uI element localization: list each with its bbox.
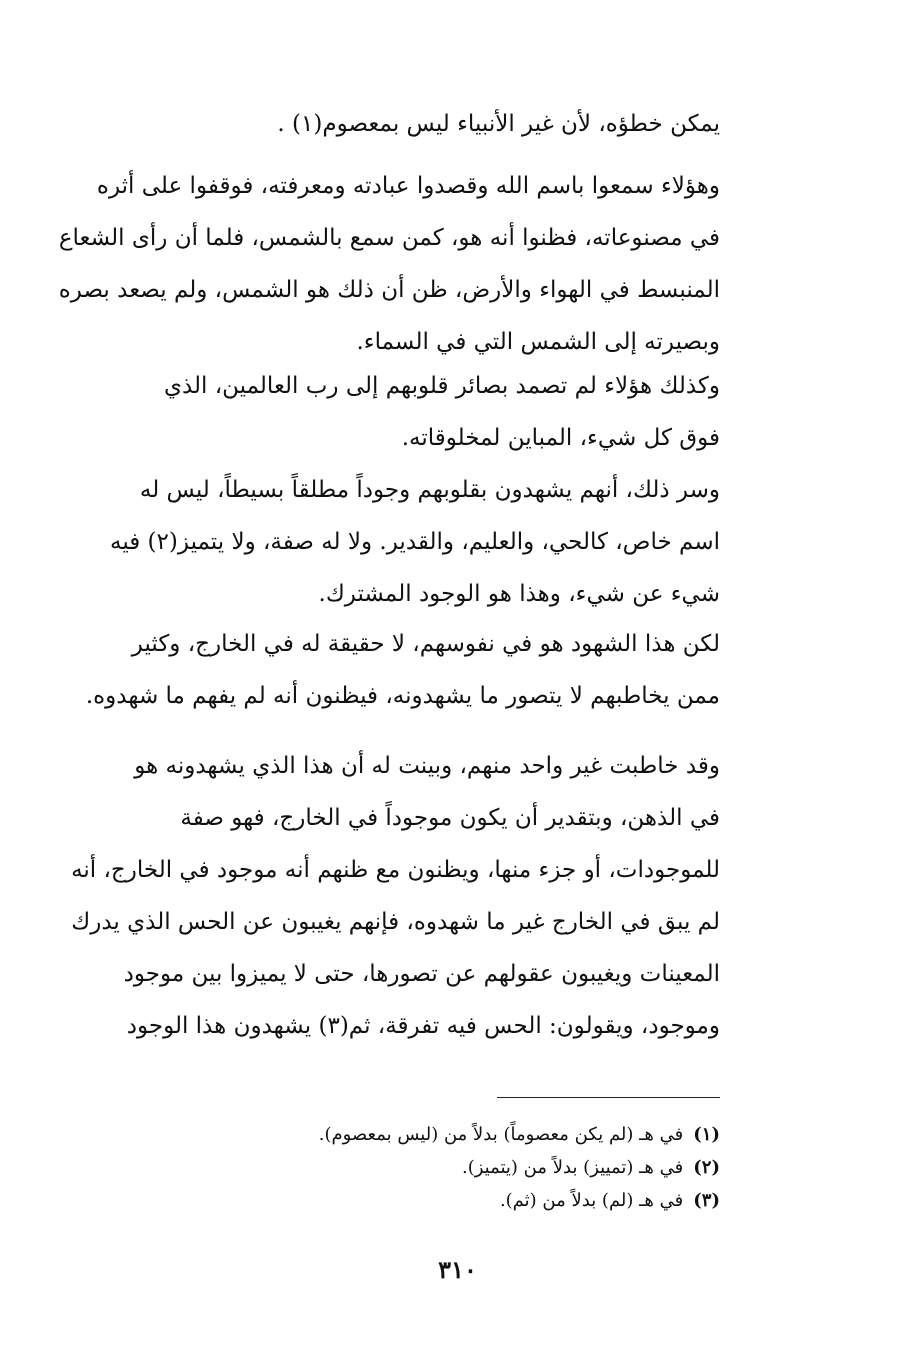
footnotes	[200, 1118, 720, 1217]
footnote-separator	[497, 1097, 720, 1098]
text-line: للموجودات، أو جزء منها، ويظنون مع ظنهم أنه موجود في الخارج، أنه	[71, 857, 720, 883]
text-line: اسم خاص، كالحي، والعليم، والقدير. ولا له صفة، ولا يتميز(٢) فيه	[109, 529, 720, 555]
paragraph-6	[30, 740, 720, 1052]
text-line: في الذهن، وبتقدير أن يكون موجوداً في الخارج، فهو صفة	[180, 805, 720, 831]
paragraph-2	[30, 160, 720, 368]
text-line: وقد خاطبت غير واحد منهم، وبينت له أن هذا الذي يشهدونه هو	[134, 753, 720, 779]
text-line: وهؤلاء سمعوا باسم الله وقصدوا عبادته ومعرفته، فوقفوا على أثره	[96, 173, 720, 199]
paragraph-5	[30, 618, 720, 722]
paragraph-1	[30, 98, 720, 150]
text-line: ممن يخاطبهم لا يتصور ما يشهدونه، فيظنون أنه لم يفهم ما شهدوه.	[85, 683, 720, 709]
footnote-text: في هـ (لم) بدلاً من (ثم).	[499, 1190, 684, 1211]
text-line: في مصنوعاته، فظنوا أنه هو، كمن سمع بالشمس، فلما أن رأى الشعاع	[58, 225, 720, 251]
text-line: وكذلك هؤلاء لم تصمد بصائر قلوبهم إلى رب العالمين، الذي	[163, 373, 720, 399]
text-line: فوق كل شيء، المباين لمخلوقاته.	[401, 425, 720, 451]
text-line: وبصيرته إلى الشمس التي في السماء.	[356, 329, 720, 355]
footnote-2	[200, 1151, 720, 1184]
text-line: المعينات ويغيبون عقولهم عن تصورها، حتى لا يميزوا بين موجود	[123, 961, 720, 987]
footnote-number: (١)	[693, 1124, 720, 1145]
text-line: يمكن خطؤه، لأن غير الأنبياء ليس بمعصوم(١) .	[277, 111, 720, 137]
text-line: لكن هذا الشهود هو في نفوسهم، لا حقيقة له في الخارج، وكثير	[131, 631, 720, 657]
footnote-number: (٢)	[693, 1157, 720, 1178]
text-line: وموجود، ويقولون: الحس فيه تفرقة، ثم(٣) يشهدون هذا الوجود	[126, 1013, 720, 1039]
footnote-1	[200, 1118, 720, 1151]
text-line: المنبسط في الهواء والأرض، ظن أن ذلك هو الشمس، ولم يصعد بصره	[58, 277, 720, 303]
footnote-text: في هـ (لم يكن معصوماً) بدلاً من (ليس بمعصوم).	[318, 1124, 684, 1145]
paragraph-3	[30, 360, 720, 464]
footnote-3	[200, 1184, 720, 1217]
footnote-number: (٣)	[693, 1190, 720, 1211]
text-line: لم يبق في الخارج غير ما شهدوه، فإنهم يغيبون عن الحس الذي يدرك	[71, 909, 720, 935]
footnote-text: في هـ (تمييز) بدلاً من (يتميز).	[461, 1157, 684, 1178]
paragraph-4	[30, 464, 720, 620]
text-line: شيء عن شيء، وهذا هو الوجود المشترك.	[318, 581, 720, 607]
text-line: وسر ذلك، أنهم يشهدون بقلوبهم وجوداً مطلقاً بسيطاً، ليس له	[139, 477, 720, 503]
page-number: ٣١٠	[438, 1255, 477, 1284]
